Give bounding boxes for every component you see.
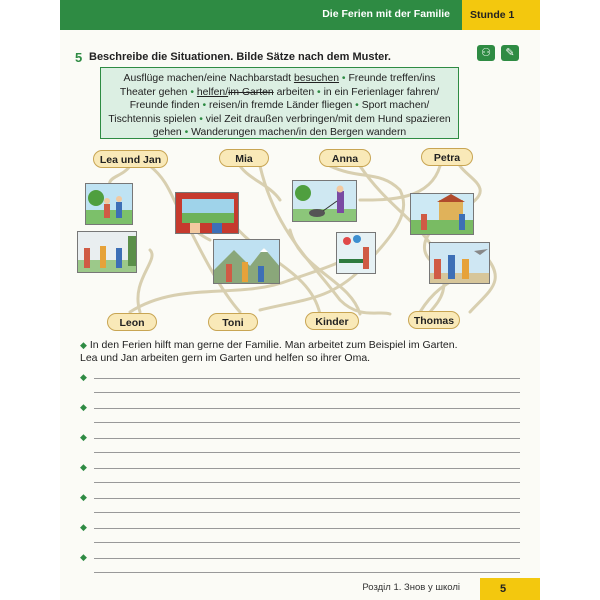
bullet-icon: ◆ <box>80 552 87 562</box>
name-label-bottom: Toni <box>208 313 258 331</box>
table-tennis-image <box>336 232 376 274</box>
phrase: reisen/in fremde Länder fliegen <box>209 100 353 112</box>
farm-scene-image <box>410 193 474 235</box>
name-label-bottom: Thomas <box>408 311 460 329</box>
example-text <box>80 339 520 365</box>
separator: • <box>317 86 321 98</box>
mountain-hike-image <box>213 239 280 284</box>
bullet-icon: ◆ <box>80 432 87 442</box>
pencil-icon: ✎ <box>501 45 519 61</box>
phrase: spazieren gehen <box>152 113 451 139</box>
name-label-bottom: Kinder <box>305 312 359 330</box>
friends-scene-image <box>77 231 137 273</box>
lesson-badge: Stunde 1 <box>462 0 540 30</box>
train-window-image <box>175 192 239 234</box>
name-label-top: Anna <box>319 149 371 167</box>
bullet-icon: ◆ <box>80 402 87 412</box>
phrase: Tischtennis spielen <box>108 113 197 125</box>
name-label-top: Lea und Jan <box>93 150 168 168</box>
task-title: Beschreibe die Situationen. Bilde Sätze nach dem Muster. <box>89 51 391 63</box>
travel-scene-image <box>429 242 490 284</box>
footer-section-title: Розділ 1. Знов у школі <box>362 582 460 593</box>
example-line-2: Lea und Jan arbeiten gern im Garten und helfen so ihrer Oma. <box>80 352 371 364</box>
phrase: Wanderungen machen/in den Bergen wandern <box>191 127 407 139</box>
task-number: 5 <box>75 50 83 65</box>
workbook-page <box>60 0 540 600</box>
phrase: Theater gehen <box>119 86 188 98</box>
separator: • <box>199 113 203 125</box>
phrase: helfen/ <box>196 86 229 98</box>
chapter-title: Die Ferien mit der Familie <box>322 8 450 20</box>
page-number: 5 <box>480 578 540 600</box>
phrase: in ein Ferienlager fahren/ <box>323 86 440 98</box>
phrase: im Garten <box>228 86 274 98</box>
separator: • <box>184 127 189 139</box>
phrase: Freunde treffen/ins <box>348 73 436 84</box>
name-label-top: Mia <box>219 149 269 167</box>
phrase: viel Zeit draußen verbringen/mit dem Hund <box>205 113 403 125</box>
garden-scene-image <box>85 183 133 225</box>
phrase: Ausflüge machen/eine Nachbarstadt <box>123 73 292 84</box>
separator: • <box>341 73 346 84</box>
separator: • <box>202 100 207 112</box>
bullet-icon: ◆ <box>80 372 87 382</box>
name-label-top: Petra <box>421 148 473 166</box>
name-label-bottom: Leon <box>107 313 157 331</box>
page-footer <box>60 578 540 600</box>
dog-walk-image <box>292 180 357 222</box>
example-line-1: In den Ferien hilft man gerne der Familie. Man arbeitet zum Beispiel im Garten. <box>89 339 458 351</box>
bullet-icon: ◆ <box>80 462 87 472</box>
phrase: arbeiten <box>273 86 315 98</box>
separator: • <box>190 86 194 98</box>
maze-lines <box>60 0 540 600</box>
pair-work-icon: ⚇ <box>477 45 495 61</box>
bullet-icon: ◆ <box>80 522 87 532</box>
phrase: Sport machen/ <box>361 100 430 112</box>
separator: • <box>355 100 359 112</box>
bullet-icon: ◆ <box>80 340 87 350</box>
bullet-icon: ◆ <box>80 492 87 502</box>
phrase: besuchen <box>293 73 340 84</box>
phrase: Freunde finden <box>129 100 200 112</box>
